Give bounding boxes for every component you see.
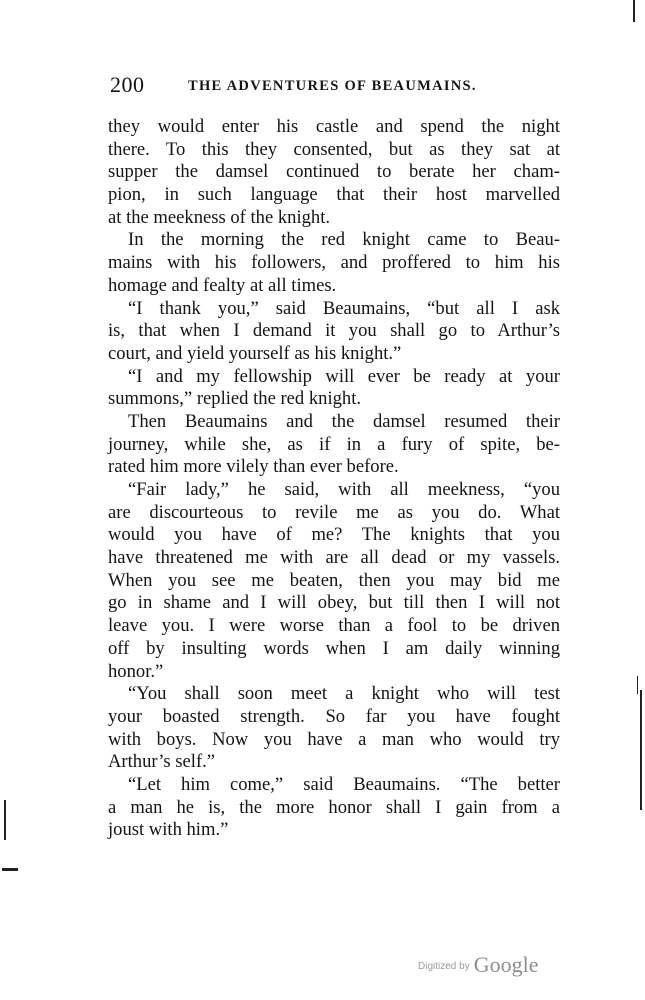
text-line: journey, while she, as if in a fury of spite, be- [108, 433, 560, 455]
text-line: a man he is, the more honor shall I gain from a [108, 796, 560, 818]
paragraph [108, 479, 560, 683]
text-line: supper the damsel continued to berate her cham- [108, 161, 560, 183]
body-text [108, 116, 560, 842]
text-line: joust with him.” [108, 819, 229, 841]
text-line: “I and my fellowship will ever be ready at your [128, 365, 560, 387]
page-header [110, 70, 560, 106]
google-logo: Google [473, 952, 539, 977]
text-line: When you see me beaten, then you may bid me [108, 569, 560, 591]
text-line: “Fair lady,” he said, with all meekness, “you [128, 479, 560, 500]
text-line: “I thank you,” said Beaumains, “but all I ask [128, 297, 560, 319]
text-line: homage and fealty at all times. [108, 274, 337, 296]
page-number: 200 [110, 72, 145, 97]
paragraph [108, 298, 560, 366]
text-line: Then Beaumains and the damsel resumed their [128, 410, 560, 432]
watermark-prefix: Digitized by [418, 961, 470, 972]
scan-edge-mark [637, 676, 638, 694]
text-line: your boasted strength. So far you have fought [108, 705, 560, 727]
text-line: have threatened me with are all dead or my vassels. [108, 547, 560, 569]
running-head: THE ADVENTURES OF BEAUMAINS. [188, 78, 477, 94]
paragraph [108, 366, 560, 411]
text-line: go in shame and I will obey, but till then I will not [108, 592, 560, 614]
text-line: “You shall soon meet a knight who will test [128, 683, 560, 705]
paragraph [108, 229, 560, 297]
text-line: court, and yield yourself as his knight.” [108, 342, 402, 364]
paragraph [108, 683, 560, 774]
text-line: Arthur’s self.” [108, 751, 216, 773]
text-line: leave you. I were worse than a fool to be driven [108, 615, 560, 637]
text-line: would you have of me? The knights that you [108, 524, 560, 546]
text-line: off by insulting words when I am daily winning [108, 637, 560, 659]
text-line: are discourteous to revile me as you do. What [108, 501, 560, 523]
text-line: is, that when I demand it you shall go to Arthur’s [108, 320, 560, 342]
digitized-watermark [418, 952, 538, 978]
paragraph [108, 774, 560, 842]
text-line: with boys. Now you have a man who would try [108, 728, 560, 750]
text-line: In the morning the red knight came to Beau- [128, 229, 560, 251]
text-line: mains with his followers, and proffered to him his [108, 252, 560, 274]
paragraph [108, 116, 560, 229]
paragraph [108, 411, 560, 479]
text-line: they would enter his castle and spend the night [108, 116, 560, 137]
scan-edge-mark [640, 690, 642, 810]
scan-edge-mark [4, 800, 6, 840]
scan-edge-mark [2, 868, 18, 871]
text-line: summons,” replied the red knight. [108, 388, 362, 410]
text-line: there. To this they consented, but as they sat at [108, 138, 560, 160]
text-line: rated him more vilely than ever before. [108, 456, 399, 478]
text-line: “Let him come,” said Beaumains. “The better [128, 773, 560, 795]
text-line: at the meekness of the knight. [108, 206, 331, 228]
text-line: honor.” [108, 660, 164, 682]
scan-edge-mark [633, 0, 635, 22]
text-line: pion, in such language that their host marvelled [108, 184, 560, 206]
